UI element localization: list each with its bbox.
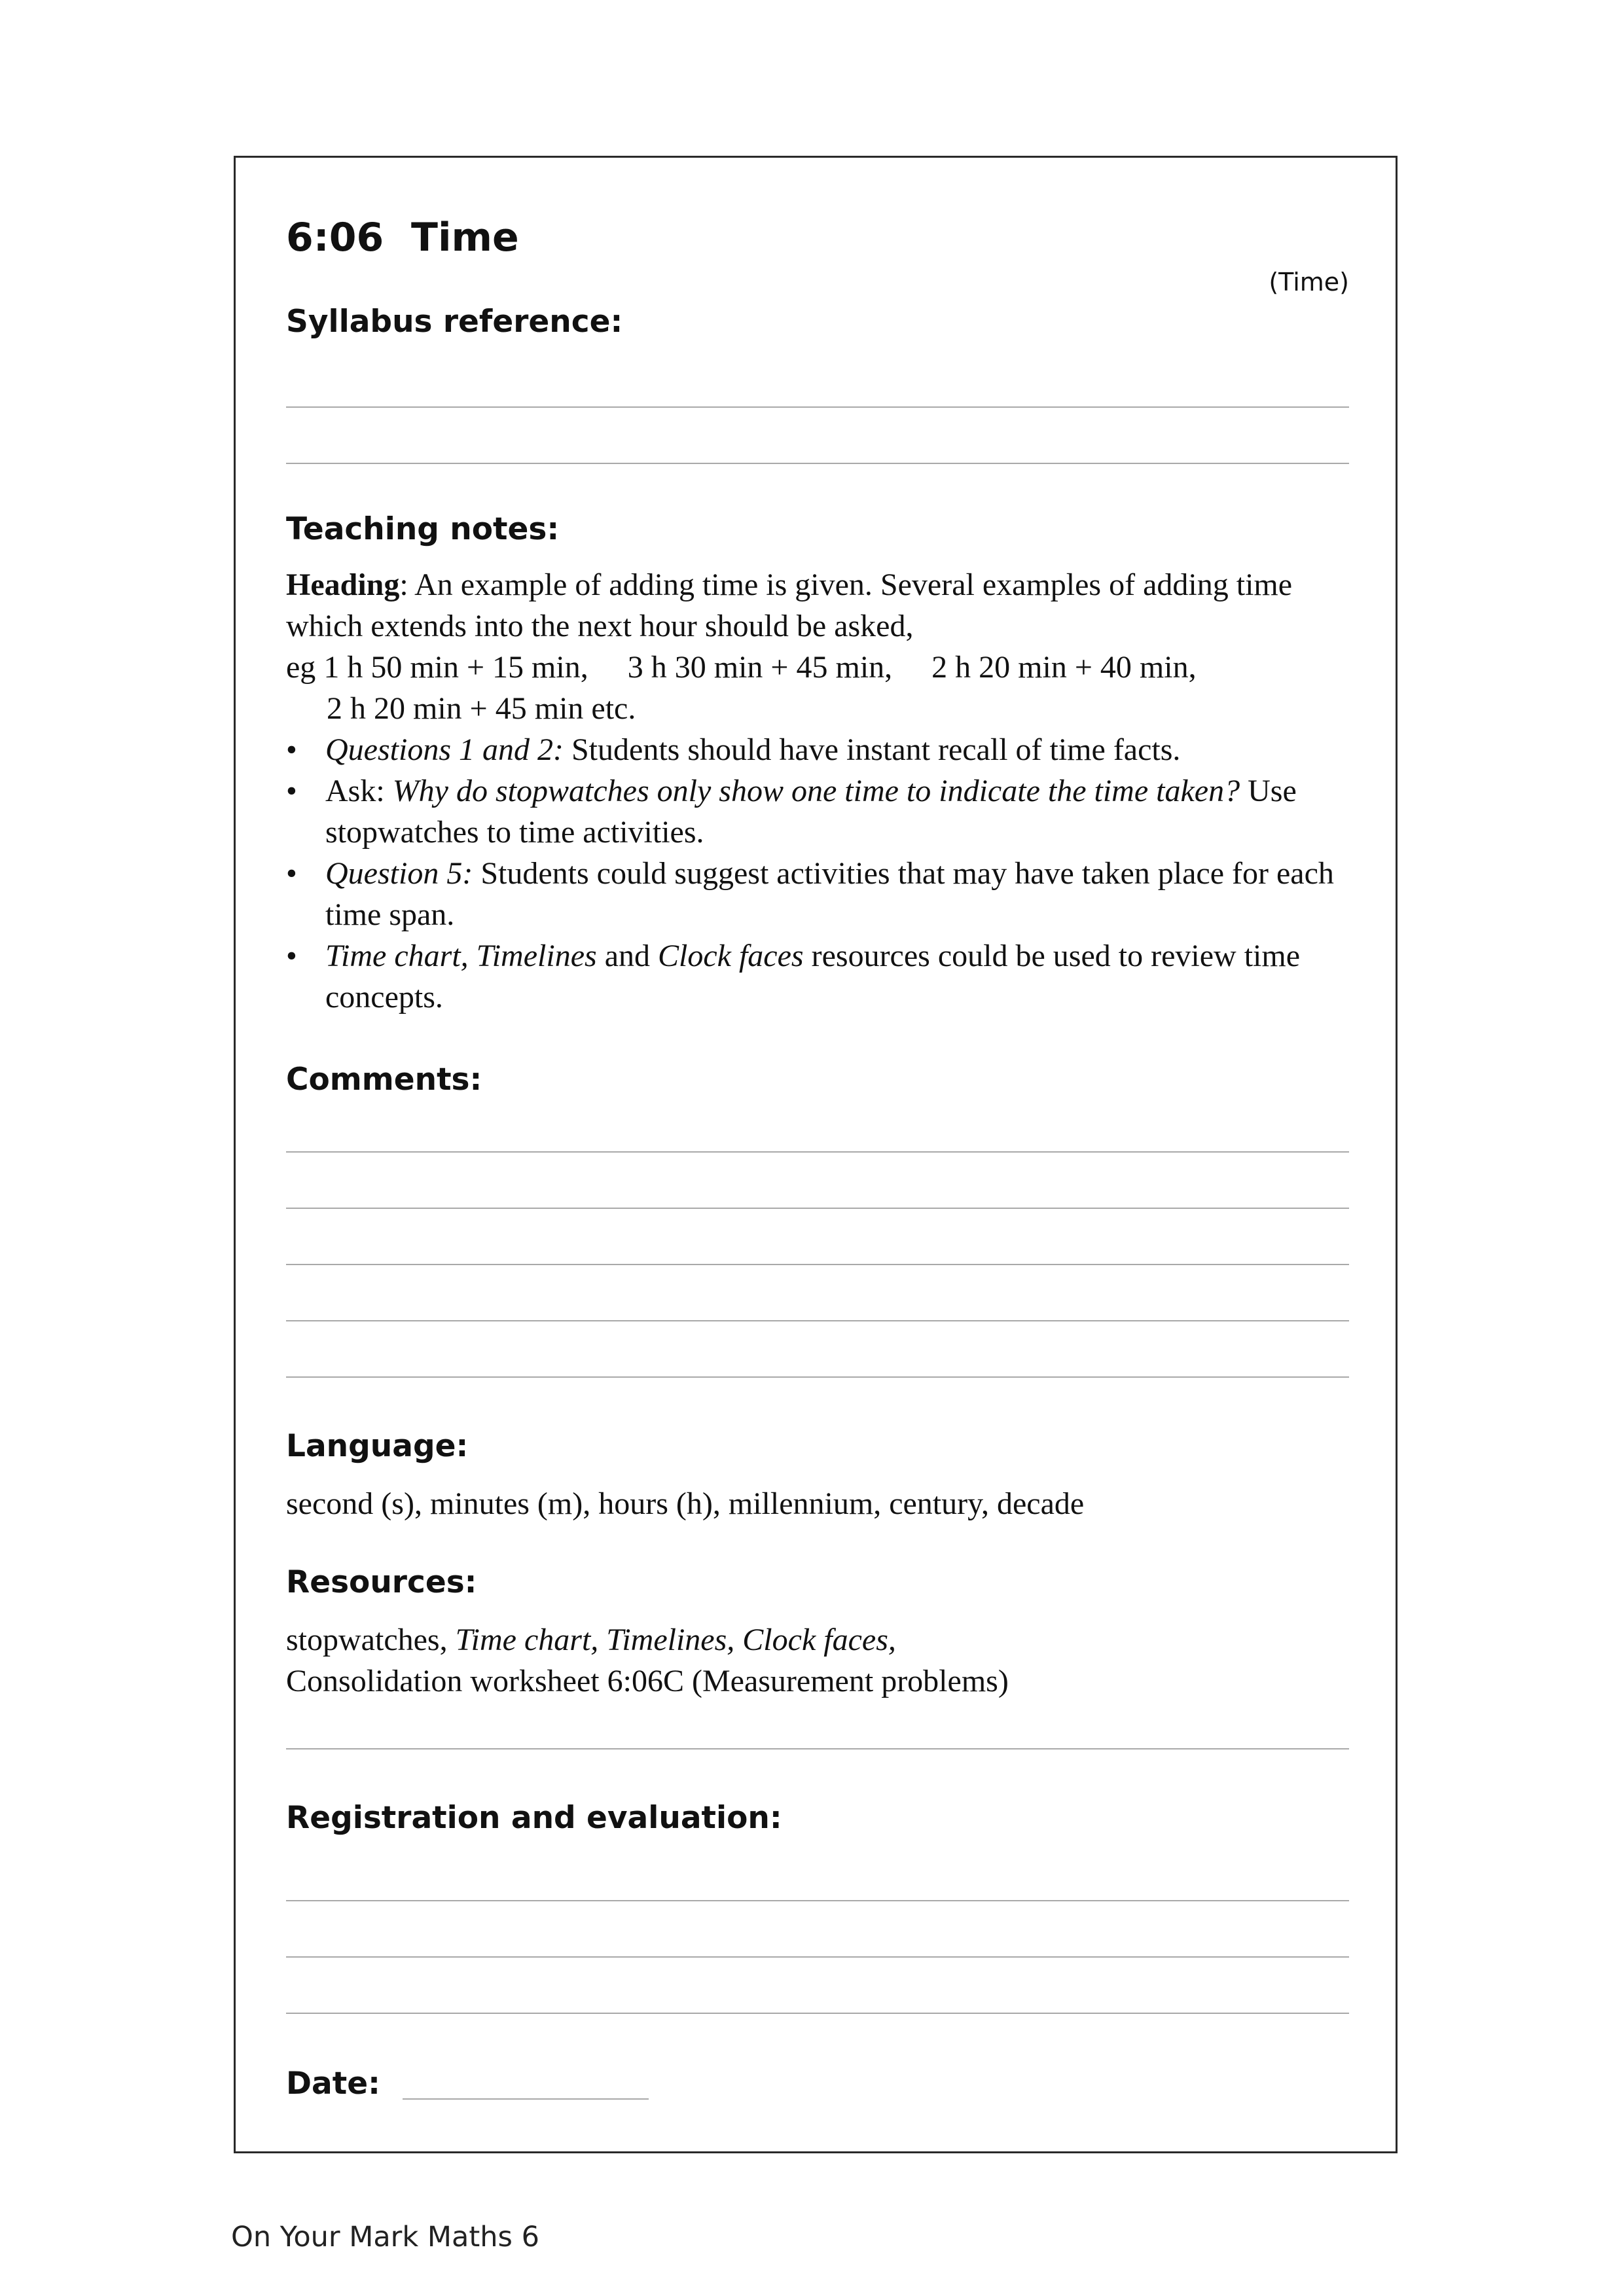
comments-writing-line bbox=[286, 1264, 1349, 1265]
comments-writing-line bbox=[286, 1208, 1349, 1209]
resources-writing-line bbox=[286, 1748, 1349, 1749]
bullet-prefix: Ask: bbox=[325, 774, 393, 808]
resources-plain: stopwatches, bbox=[286, 1623, 456, 1657]
syllabus-heading: Syllabus reference: bbox=[286, 304, 623, 340]
comments-writing-line bbox=[286, 1376, 1349, 1378]
bullet-icon: • bbox=[286, 939, 297, 973]
syllabus-writing-line bbox=[286, 463, 1349, 464]
examples-line bbox=[286, 647, 1360, 688]
bullet-text: Students could suggest activities that may have taken place for each time span. bbox=[325, 856, 1334, 932]
bullet-italic: Why do stopwatches only show one time to indicate the time taken? bbox=[392, 774, 1240, 808]
date-writing-line bbox=[403, 2098, 649, 2100]
bullet-connector: and bbox=[596, 939, 658, 973]
bullet-italic: Clock faces bbox=[658, 939, 804, 973]
page-title: 6:06 Time bbox=[286, 215, 519, 260]
bullet-text: Use stopwatches to time activities. bbox=[325, 774, 1297, 850]
language-text: second (s), minutes (m), hours (h), millennium, century, decade bbox=[286, 1486, 1085, 1521]
list-item bbox=[286, 935, 1360, 1018]
bullet-icon: • bbox=[286, 856, 297, 891]
teaching-notes-bullets bbox=[286, 729, 1360, 1018]
example-last: 2 h 20 min + 45 min etc. bbox=[327, 691, 636, 726]
resources-worksheet-line: Consolidation worksheet 6:06C (Measurement problems) bbox=[286, 1664, 1009, 1698]
registration-writing-line bbox=[286, 2013, 1349, 2014]
intro-text: : An example of adding time is given. Several examples of adding time which extends into the next hour should be asked, bbox=[286, 567, 1293, 643]
list-item bbox=[286, 853, 1360, 935]
bullet-icon: • bbox=[286, 774, 297, 808]
comments-writing-line bbox=[286, 1320, 1349, 1321]
comments-writing-line bbox=[286, 1151, 1349, 1153]
example-item: 2 h 20 min + 40 min, bbox=[931, 650, 1197, 685]
resources-italic: Time chart, Timelines, Clock faces, bbox=[455, 1623, 896, 1657]
language-heading: Language: bbox=[286, 1428, 469, 1464]
worksheet-frame bbox=[234, 156, 1398, 2153]
teaching-notes-body bbox=[286, 564, 1360, 1018]
list-item bbox=[286, 770, 1360, 853]
eg-prefix: eg bbox=[286, 650, 324, 685]
page-footer: On Your Mark Maths 6 bbox=[231, 2221, 539, 2253]
teaching-notes-intro bbox=[286, 564, 1360, 647]
example-item: 1 h 50 min + 15 min, bbox=[323, 650, 588, 685]
bullet-text: resources could be used to review time concepts. bbox=[325, 939, 1301, 1014]
date-label: Date: bbox=[286, 2066, 380, 2102]
bullet-italic: Question 5: bbox=[325, 856, 473, 891]
bullet-icon: • bbox=[286, 732, 297, 767]
comments-heading: Comments: bbox=[286, 1062, 482, 1098]
bullet-italic: Time chart, Timelines bbox=[325, 939, 597, 973]
registration-writing-line bbox=[286, 1956, 1349, 1958]
resources-line bbox=[286, 1619, 1360, 1660]
subject-tag: (Time) bbox=[1269, 268, 1349, 296]
example-item: 3 h 30 min + 45 min, bbox=[627, 650, 893, 685]
bullet-italic: Questions 1 and 2: bbox=[325, 732, 564, 767]
resources-heading: Resources: bbox=[286, 1564, 477, 1600]
bullet-text: Students should have instant recall of time facts. bbox=[563, 732, 1181, 767]
list-item bbox=[286, 729, 1360, 770]
registration-heading: Registration and evaluation: bbox=[286, 1800, 782, 1836]
registration-writing-line bbox=[286, 1900, 1349, 1901]
teaching-notes-heading: Teaching notes: bbox=[286, 511, 560, 547]
syllabus-writing-line bbox=[286, 406, 1349, 408]
intro-bold-label: Heading bbox=[286, 567, 400, 602]
